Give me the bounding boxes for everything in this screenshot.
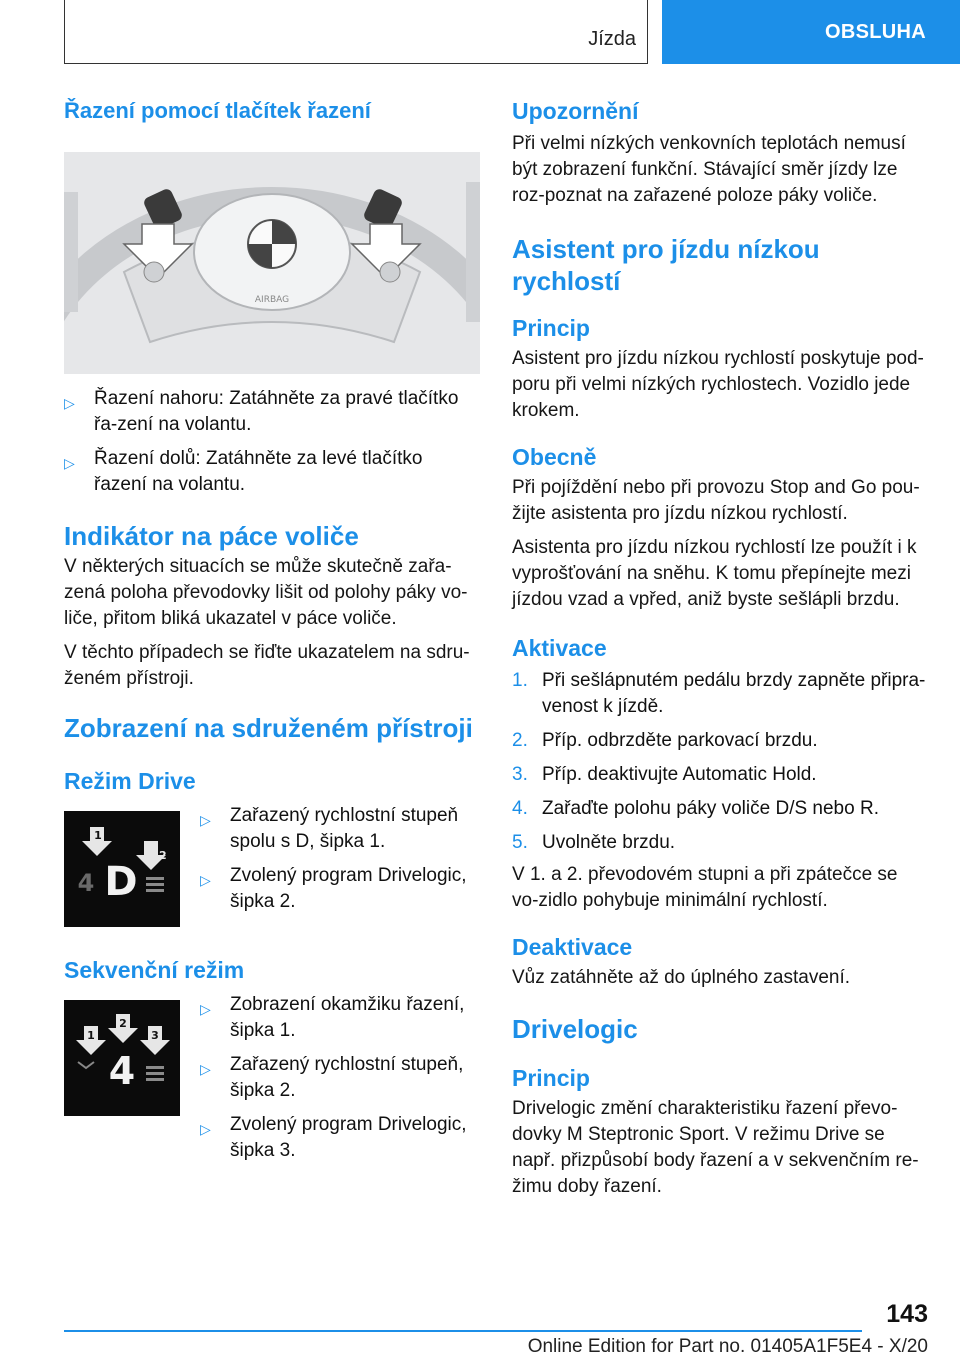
page-number: 143	[886, 1300, 928, 1328]
list-item	[64, 446, 480, 498]
sequential-mode-display-svg	[64, 1000, 180, 1116]
step-number: 1.	[512, 670, 528, 691]
triangle-bullet-icon: ▷	[200, 1001, 211, 1017]
list-item	[200, 1052, 480, 1104]
header-chapter-tab[interactable]: OBSLUHA	[662, 0, 960, 64]
list-item-text: Zařazený rychlostní stupeň, šipka 2.	[230, 1054, 464, 1101]
warning-text: Při velmi nízkých venkovních teplotách nemusí být zobrazení funkční. Stávající směr jízdy lze roz-poznat na zařazené poloze páky voliče.	[512, 133, 906, 206]
seq-arrow-2-label: 2	[119, 1017, 127, 1030]
activation-steps-list	[512, 668, 928, 856]
deactivation-text: Vůz zatáhněte až do úplného zastavení.	[512, 967, 851, 988]
step-number: 2.	[512, 730, 528, 751]
step-number: 5.	[512, 832, 528, 853]
warning-title: Upozornění	[512, 98, 639, 124]
cluster-display-title: Zobrazení na sdruženém přístroji	[64, 713, 473, 743]
step-text: Zařaďte polohu páky voliče D/S nebo R.	[542, 798, 879, 819]
list-item	[512, 728, 928, 754]
header-section-title: Jízda	[588, 28, 636, 50]
seq-arrow-1-label: 1	[87, 1029, 95, 1042]
steering-wheel-image	[64, 152, 480, 374]
general-title: Obecně	[512, 444, 597, 470]
drive-gear-label: 4	[77, 869, 95, 897]
step-text: Uvolněte brzdu.	[542, 832, 676, 853]
step-number: 4.	[512, 798, 528, 819]
activation-title: Aktivace	[512, 635, 607, 661]
drive-arrow-1-label: 1	[94, 829, 102, 842]
list-item	[200, 992, 480, 1044]
general-paragraph-1: Při pojíždění nebo při provozu Stop and Go pou-žijte asistenta pro jízdu nízkou rychlostí.	[512, 477, 920, 524]
step-text: Příp. deaktivujte Automatic Hold.	[542, 764, 817, 785]
list-item	[512, 830, 928, 856]
drivelogic-title: Drivelogic	[512, 1014, 638, 1044]
general-paragraph-2: Asistenta pro jízdu nízkou rychlostí lze použít i k vyprošťování na sněhu. K tomu přepínejte mezi jízdou vzad a vpřed, aniž byste sešlápli brzdu.	[512, 537, 917, 610]
list-item-text: Zařazený rychlostní stupeň spolu s D, šipka 1.	[230, 805, 459, 852]
drive-mode-letter: D	[104, 859, 138, 905]
drive-mode-display-image	[64, 811, 180, 927]
list-item-text: Řazení dolů: Zatáhněte za levé tlačítko řazení na volantu.	[94, 448, 423, 495]
triangle-bullet-icon: ▷	[64, 455, 75, 471]
list-item-text: Řazení nahoru: Zatáhněte za pravé tlačítko řa-zení na volantu.	[94, 388, 459, 435]
sequential-mode-title: Sekvenční režim	[64, 957, 245, 983]
list-item	[512, 668, 928, 720]
footer-divider	[64, 1330, 862, 1332]
drive-mode-title: Režim Drive	[64, 768, 196, 794]
indicator-title: Indikátor na páce voliče	[64, 521, 359, 551]
left-column	[64, 98, 480, 1172]
step-number: 3.	[512, 764, 528, 785]
list-item	[512, 762, 928, 788]
principle-title: Princip	[512, 315, 590, 341]
drive-mode-display-svg	[64, 811, 180, 927]
triangle-bullet-icon: ▷	[200, 1121, 211, 1137]
drive-mode-section	[64, 803, 480, 943]
drivelogic-principle-title: Princip	[512, 1065, 590, 1091]
list-item	[64, 386, 480, 438]
list-item	[200, 1112, 480, 1164]
indicator-paragraph-2: V těchto případech se řiďte ukazatelem na sdru-ženém přístroji.	[64, 642, 470, 689]
step-text: Při sešlápnutém pedálu brzdy zapněte připra-venost k jízdě.	[542, 670, 926, 717]
list-item-text: Zvolený program Drivelogic, šipka 2.	[230, 865, 467, 912]
deactivation-title: Deaktivace	[512, 934, 633, 960]
triangle-bullet-icon: ▷	[200, 872, 211, 888]
airbag-label: AIRBAG	[254, 295, 290, 305]
list-item	[512, 796, 928, 822]
seq-arrow-3-label: 3	[151, 1029, 159, 1042]
low-speed-assistant-title: Asistent pro jízdu nízkou rychlostí	[512, 234, 820, 296]
principle-text: Asistent pro jízdu nízkou rychlostí poskytuje pod-poru při velmi nízkých rychlostech. Vozidlo jede krokem.	[512, 348, 924, 421]
sequential-mode-section	[64, 992, 480, 1172]
list-item-text: Zvolený program Drivelogic, šipka 3.	[230, 1114, 467, 1161]
shift-buttons-title: Řazení pomocí tlačítek řazení	[64, 98, 371, 123]
triangle-bullet-icon: ▷	[200, 812, 211, 828]
indicator-paragraph-1: V některých situacích se může skutečně zařa-zená poloha převodovky lišit od polohy páky vo-liče, přitom bliká ukazatel v páce voliče.	[64, 556, 468, 629]
list-item-text: Zobrazení okamžiku řazení, šipka 1.	[230, 994, 465, 1041]
drive-arrow-2-label: 2	[159, 849, 167, 862]
activation-note: V 1. a 2. převodovém stupni a při zpátečce se vo-zidlo pohybuje minimální rychlostí.	[512, 864, 898, 911]
steering-wheel-illustration	[64, 152, 480, 374]
step-text: Příp. odbrzděte parkovací brzdu.	[542, 730, 818, 751]
footer-edition-text: Online Edition for Part no. 01405A1F5E4 - X/20	[527, 1336, 928, 1357]
drivelogic-text: Drivelogic změní charakteristiku řazení převo-dovky M Steptronic Sport. V režimu Drive se např. přizpůsobí body řazení a v sekvenčním re-žimu doby řazení.	[512, 1098, 919, 1197]
list-item	[200, 803, 480, 855]
triangle-bullet-icon: ▷	[64, 395, 75, 411]
list-item	[200, 863, 480, 915]
seq-gear-label: 4	[108, 1049, 136, 1093]
sequential-mode-display-image	[64, 1000, 180, 1116]
triangle-bullet-icon: ▷	[200, 1061, 211, 1077]
right-column	[512, 98, 928, 1200]
